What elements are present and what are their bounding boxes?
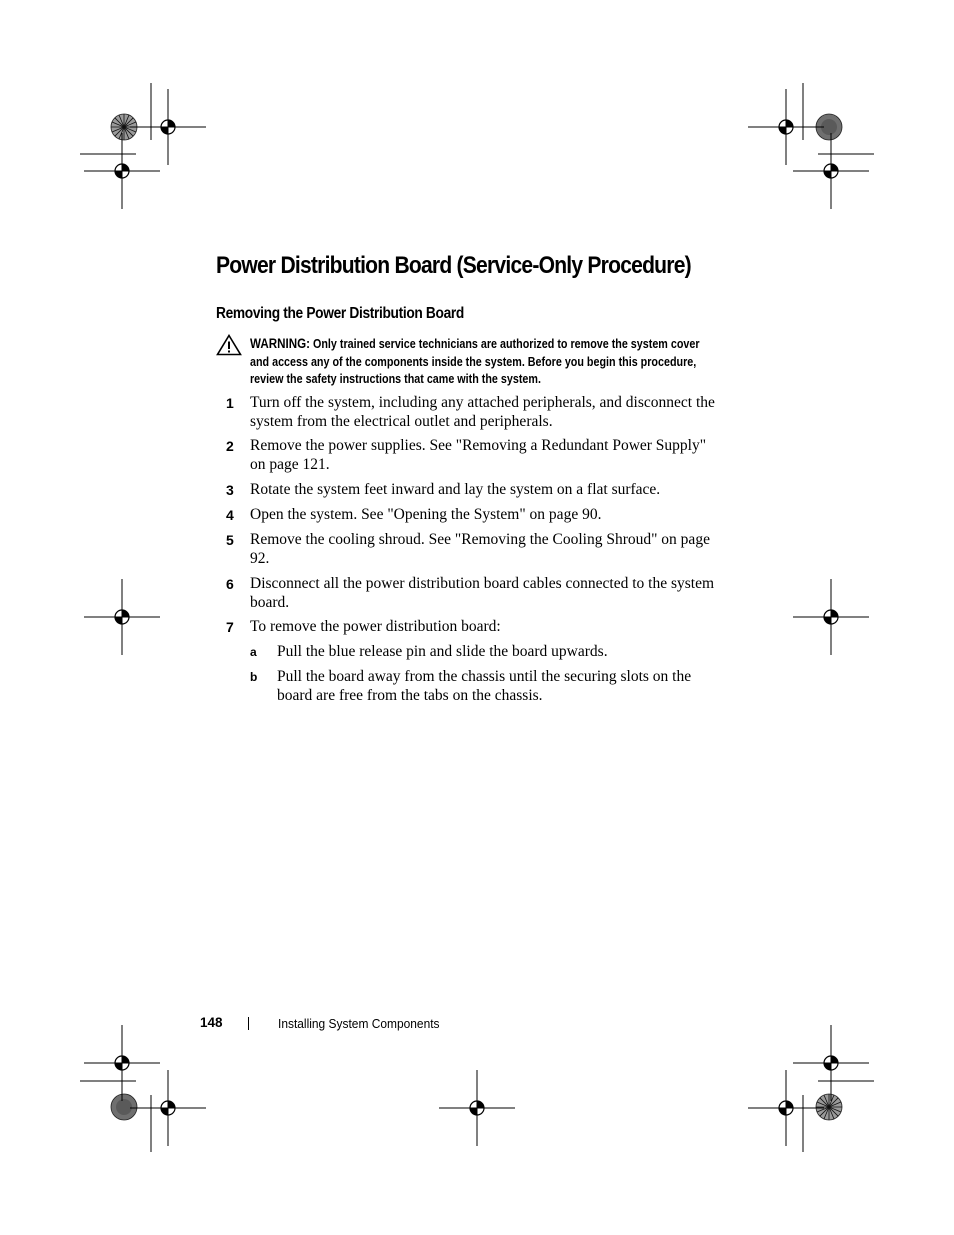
warning-triangle-icon xyxy=(216,334,242,356)
warning-note xyxy=(250,335,714,389)
step-text: Turn off the system, including any attached peripherals, and disconnect the system from the electrical outlet and peripherals. xyxy=(250,394,715,430)
step-number: 2 xyxy=(226,438,234,454)
substep-text: Pull the board away from the chassis until the securing slots on the board are free from the tabs on the chassis. xyxy=(277,668,692,704)
step-text: Disconnect all the power distribution board cables connected to the system board. xyxy=(250,575,715,611)
crop-mid-left xyxy=(84,579,160,655)
step-text: Remove the cooling shroud. See "Removing the Cooling Shroud" on page 92. xyxy=(250,531,710,567)
crop-top-right xyxy=(748,83,874,209)
step-text: To remove the power distribution board: xyxy=(250,618,501,635)
warning-label: WARNING: xyxy=(250,336,310,351)
crop-mid-right xyxy=(793,579,869,655)
step-text: Rotate the system feet inward and lay the system on a flat surface. xyxy=(250,481,661,498)
crop-top-left xyxy=(80,83,206,209)
crop-bottom-right xyxy=(748,1025,874,1152)
footer-separator xyxy=(248,1017,249,1030)
section-heading: Removing the Power Distribution Board xyxy=(216,305,464,322)
step-text: Remove the power supplies. See "Removing a Redundant Power Supply" on page 121. xyxy=(250,437,707,473)
substep-letter: b xyxy=(250,670,258,684)
crop-bottom-center xyxy=(439,1070,515,1146)
step-number: 7 xyxy=(226,619,234,635)
page-title: Power Distribution Board (Service-Only Procedure) xyxy=(216,252,691,279)
warning-text: Only trained service technicians are authorized to remove the system cover and access any of the components inside the system. Before you begin this procedure, review the safety instructions that came with the system. xyxy=(250,337,700,386)
step-number: 5 xyxy=(226,532,234,548)
footer-section-title: Installing System Components xyxy=(278,1016,440,1031)
step-number: 3 xyxy=(226,482,234,498)
substep-letter: a xyxy=(250,645,257,659)
step-number: 1 xyxy=(226,395,234,411)
step-number: 6 xyxy=(226,576,234,592)
step-number: 4 xyxy=(226,507,234,523)
page-number: 148 xyxy=(200,1015,223,1030)
substep-text: Pull the blue release pin and slide the board upwards. xyxy=(277,643,608,660)
step-text: Open the system. See "Opening the System" on page 90. xyxy=(250,506,602,523)
crop-bottom-left xyxy=(80,1025,206,1152)
